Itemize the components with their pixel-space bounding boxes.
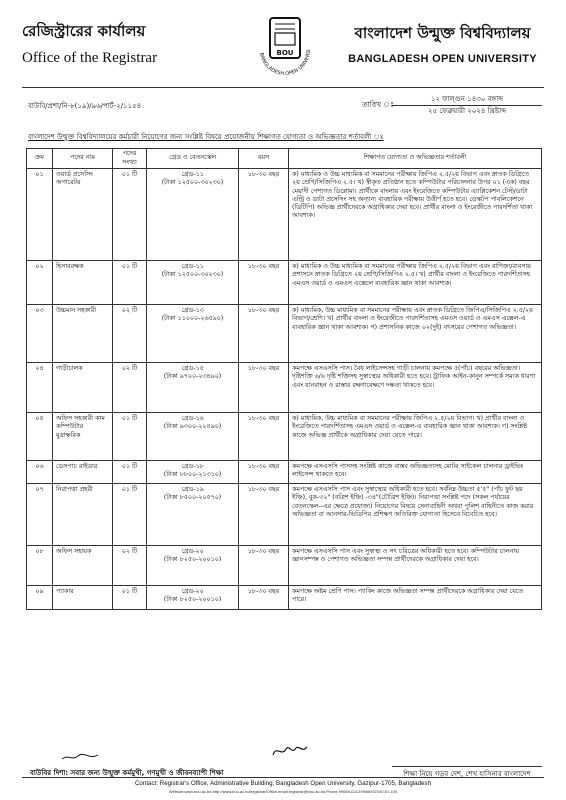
serial-cell: ০৯ xyxy=(27,586,53,610)
university-seal-logo xyxy=(250,12,320,82)
contact-web-email: Website:www.bou.ac.bd,http://www.bou.ac.bd/registrar/Office.email.registrar@bou.ac.bd,Phone 9966911112/9966937030,Ex.105 xyxy=(168,789,398,794)
requirements-cell: কমপক্ষে এসএসসি পাসসহ সংশ্লিষ্ট কাজে বাস্তব অভিজ্ঞতাসহ মোটর সাইকেল চালনার ড্রাইভিং লাইসেন্স থাকতে হবে। xyxy=(289,461,542,484)
age-cell: ১৮-৩০ বছর xyxy=(239,546,289,586)
subject-line: বাংলাদেশ উন্মুক্ত বিশ্ববিদ্যালয়ের কর্মচারী নিয়োগের জন্য সংশ্লিষ্ট বিষয়ে প্রয়োজনীয় শিক্ষাগত যোগ্যতা ও অভিজ্ঞতার শর্তাবলী ঃ xyxy=(28,133,384,141)
grade-label: গ্রেড-১৩ xyxy=(181,307,204,314)
header-grade-scale: গ্রেড ও বেতনস্কেল xyxy=(147,149,239,169)
grade-label: গ্রেড-২০ xyxy=(181,548,204,555)
grade-cell xyxy=(147,586,239,610)
post-name-cell: উচ্চমান সহকারী xyxy=(53,305,113,363)
date-block xyxy=(392,94,542,117)
requirements-cell: ক) মাধ্যমিক ও উচ্চ মাধ্যমিক বা সমমানের পরীক্ষায় জিপিএ ২.৫/২য় বিভাগ এবং স্নাতক ডিগ্রিতে ২য় শ্রেণি/সিজিপিএ ২.৫। খ) স্বীকৃত প্রতিষ্ঠান হতে কম্পিউটার পরিচালনার উপর ০১ (এক) বছর মেয়াদী পেশাগত ডিপ্লোমা। প্রার্থীকে বাংলায় এবং ইংরেজিতে কম্পিউটার এ্যাপ্লিকেশন টেস্ট/ডাটা এন্ট্রি ও ডাটা প্রসেসিং সহ অন্যান্য ব্যবহারিক পরীক্ষায় উত্তীর্ণ হতে হবে। ডেস্কটপ পাবলিকেশনে (ডিটিপি) অভিজ্ঞ প্রার্থীদেরকে অগ্রাধিকার দেয়া হবে। প্রার্থীর বাংলা ও ইংরেজীতে পারদর্শিতা থাকা আবশ্যক। xyxy=(289,169,542,261)
age-cell: ১৮-৩০ বছর xyxy=(239,413,289,461)
post-name-cell: ওয়ার্ড প্রসেসিং অপারেটর xyxy=(53,169,113,261)
grade-label: গ্রেড-২০ xyxy=(181,588,204,595)
pay-scale: (টাকা ৯৩০০-২২৪৯০) xyxy=(163,423,222,431)
grade-label: গ্রেড-১৯ xyxy=(181,486,204,493)
post-name-cell: প্যাকার xyxy=(53,586,113,610)
university-name-bangla: বাংলাদেশ উন্মুক্ত বিশ্ববিদ্যালয় xyxy=(354,24,531,42)
table-row xyxy=(27,484,542,546)
grade-label: গ্রেড-১১ xyxy=(181,263,204,270)
serial-cell: ০৪ xyxy=(27,363,53,413)
grade-cell xyxy=(147,363,239,413)
qualification-table xyxy=(26,148,542,610)
university-heading xyxy=(330,22,555,65)
post-name-cell: ডেসপাচ রাইডার xyxy=(53,461,113,484)
university-name-english: BANGLADESH OPEN UNIVERSITY xyxy=(348,53,537,65)
table-row xyxy=(27,261,542,305)
table-row xyxy=(27,461,542,484)
post-name-cell: অফিস সহকারী কাম কম্পিউটার মুদ্রাক্ষরিক xyxy=(53,413,113,461)
serial-cell: ০২ xyxy=(27,261,53,305)
post-name-cell: নিরাপত্তা প্রহরী xyxy=(53,484,113,546)
serial-cell: ০৩ xyxy=(27,305,53,363)
table-row xyxy=(27,363,542,413)
grade-cell xyxy=(147,413,239,461)
grade-label: গ্রেড-১৬ xyxy=(181,415,204,422)
registrar-signature xyxy=(270,743,310,759)
table-row xyxy=(27,546,542,586)
age-cell: ১৮-৩০ বছর xyxy=(239,169,289,261)
header-serial: ক্রম xyxy=(27,149,53,169)
contact-address: Contact: Registrar's Office, Administrative Building, Bangladesh Open University, Gazipur-1705, Bangladesh xyxy=(134,780,432,787)
post-name-cell: হিসাবরক্ষক xyxy=(53,261,113,305)
pay-scale: (টাকা ৮৮০০-২১৩১০) xyxy=(163,471,222,479)
header-post-count: পদের সংখ্যা xyxy=(113,149,147,169)
memo-number: বাউবি/প্রশা/নি-৮(১৯)/৯৬/পার্ট-২/১১৫৪ xyxy=(28,102,142,110)
post-name-cell: অফিস সহায়ক xyxy=(53,546,113,586)
requirements-cell: কমপক্ষে এসএসসি পাস। বৈধ লাইসেন্সসহ গাড়ী চালনায় কমপক্ষে ৫(পাঁচ) বছরের অভিজ্ঞতা। দৃষ্টিশক্তি ৬/৬ দৃষ্টি শক্তিসহ সুস্বাস্থ্যের অধিকারী হতে হবে। ট্রাফিক আইন-কানুন সম্পর্কে সম্যক ধারণা এবং যানবাহন ও রাস্তার রক্ষণাবেক্ষণে দক্ষতা থাকতে হবে। xyxy=(289,363,542,413)
table-row xyxy=(27,586,542,610)
footer-slogan-right: শিক্ষা নিয়ে গড়ব দেশ, শেখ হাসিনার বাংলাদেশ xyxy=(392,766,542,780)
post-count-cell: ০২ টি xyxy=(113,305,147,363)
table-row xyxy=(27,169,542,261)
post-count-cell: ০১ টি xyxy=(113,461,147,484)
grade-cell xyxy=(147,546,239,586)
grade-cell xyxy=(147,484,239,546)
header-post-name: পদের নাম xyxy=(53,149,113,169)
table-row xyxy=(27,413,542,461)
serial-cell: ০১ xyxy=(27,169,53,261)
requirements-cell: ক) মাধ্যমিক, উচ্চ মাধ্যমিক বা সমমানের পরীক্ষায় এবং স্নাতক ডিগ্রিতে জিপিএ/সিজিপিএ ২.৫/২য় বিভাগ/শ্রেণি। খ) প্রার্থীর বাংলা ও ইংরেজীতে পারদর্শিতাসহ এমএস ওয়ার্ড ও এমএস এক্সেল-এ ব্যবহারিক জ্ঞান থাকা আবশ্যক। গ) প্রশাসনিক কাজে ০২(দুই) বৎসরের পেশাগত অভিজ্ঞতা। xyxy=(289,305,542,363)
requirements-cell: ক) মাধ্যমিক, উচ্চ মাধ্যমিক বা সমমানের পরীক্ষায় জিপিএ ২.৫/২য় বিভাগ। খ) প্রার্থীর বাংলা ও ইংরেজিতে পারদর্শিতাসহ এমএস ওয়ার্ড ও এক্সেল-এ ব্যবহারিক জ্ঞান থাকা আবশ্যক। গ) সংশ্লিষ্ট কাজে অভিজ্ঞ প্রার্থীকে অগ্রাধিকার দেয়া যেতে পারে। xyxy=(289,413,542,461)
post-count-cell: ০১ টি xyxy=(113,484,147,546)
pay-scale: (টাকা ১১০০০-২৬৫৯০) xyxy=(161,315,224,323)
pay-scale: (টাকা ৯৭০০-২৩৪৯০) xyxy=(163,373,222,381)
footer-divider xyxy=(22,777,544,778)
post-count-cell: ০২ টি xyxy=(113,363,147,413)
grade-cell xyxy=(147,169,239,261)
requirements-cell: কমপক্ষে অষ্টম শ্রেণি পাস। প্যাকিং কাজে অভিজ্ঞতা সম্পন্ন প্রার্থীদেরকে অগ্রাধিকার দেয়া যেতে পারে। xyxy=(289,586,542,610)
post-count-cell: ০১ টি xyxy=(113,261,147,305)
svg-text:BOU: BOU xyxy=(276,49,294,57)
grade-cell xyxy=(147,461,239,484)
header-age: বয়স xyxy=(239,149,289,169)
office-heading xyxy=(22,20,232,67)
post-count-cell: ০২ টি xyxy=(113,546,147,586)
table-row xyxy=(27,305,542,363)
pay-scale: (টাকা ১২৫০০-৩০২৩০) xyxy=(161,271,224,279)
age-cell: ১৮-৩০ বছর xyxy=(239,261,289,305)
date-bangla: ১২ ফাল্গুন ১৪৩০ বঙ্গাব্দ xyxy=(392,94,542,106)
date-english: ২৫ ফেব্রুয়ারী ২০২৪ খ্রিষ্টাব্দ xyxy=(427,107,507,115)
requirements-cell: ক) মাধ্যমিক ও উচ্চ মাধ্যমিক বা সমমানের পরীক্ষায় জিপিএ ২.৫/২য় বিভাগ এবং বাণিজ্য/ব্যবসায় প্রশাসনে স্নাতক ডিগ্রিতে ২য় শ্রেণি/সিজিপিএ ২.৫। খ) প্রার্থীর বাংলা ও ইংরেজিতে পারদর্শিতাসহ এমএস ওয়ার্ড ও এমএস এক্সেলে ব্যবহারিক জ্ঞান থাকা আবশ্যক। xyxy=(289,261,542,305)
footer-slogan-left: বাউবির দিশা: সবার জন্য উন্মুক্ত কর্মমুখী, গণমুখী ও জীবনব্যাপী শিক্ষা xyxy=(30,769,224,777)
requirements-cell: কমপক্ষে এসএসসি পাস এবং সুস্বাস্থ্য ও সৎ চরিত্রের অধিকারী হতে হবে। কম্পিউটার চালনায় জ্ঞানসম্পন্ন ও পেশাগত অভিজ্ঞতা সম্পন্ন প্রার্থীদেরকে অগ্রাধিকার দেয়া হবে। xyxy=(289,546,542,586)
grade-label: গ্রেড-১৫ xyxy=(181,365,204,372)
pay-scale: (টাকা ৮২৫০-২০০১০) xyxy=(163,596,222,604)
date-label: তারিখ ঃ xyxy=(362,100,395,109)
grade-cell xyxy=(147,305,239,363)
pay-scale: (টাকা ১২৫০০-৩০২৩০) xyxy=(161,179,224,187)
age-cell: ১৮-৩০ বছর xyxy=(239,461,289,484)
grade-cell xyxy=(147,261,239,305)
grade-label: গ্রেড-১৮ xyxy=(181,463,204,470)
post-count-cell: ০১ টি xyxy=(113,169,147,261)
table-header-row xyxy=(27,149,542,169)
header-divider xyxy=(22,87,544,88)
initial-mark xyxy=(60,752,100,762)
office-name-english: Office of the Registrar xyxy=(22,50,158,66)
post-name-cell: গাড়ীচালক xyxy=(53,363,113,413)
pay-scale: (টাকা ৮২৫০-২০০১০) xyxy=(163,556,222,564)
age-cell: ১৮-৩০ বছর xyxy=(239,363,289,413)
serial-cell: ০৮ xyxy=(27,546,53,586)
post-count-cell: ০১ টি xyxy=(113,413,147,461)
office-name-bangla: রেজিস্ট্রারের কার্যালয় xyxy=(22,22,146,40)
serial-cell: ০৫ xyxy=(27,413,53,461)
age-cell: ১৮-৩০ বছর xyxy=(239,305,289,363)
svg-text:BANGLADESH OPEN UNIVERSITY: BANGLADESH OPEN UNIVERSI xyxy=(258,49,313,78)
serial-cell: ০৬ xyxy=(27,461,53,484)
grade-label: গ্রেড-১১ xyxy=(181,171,204,178)
age-cell: ১৮-৩০ বছর xyxy=(239,484,289,546)
post-count-cell: ০১ টি xyxy=(113,586,147,610)
pay-scale: (টাকা ৮৫০০-২০৫৭০) xyxy=(163,494,222,502)
header-requirements: শিক্ষাগত যোগ্যতা ও অভিজ্ঞতার শর্তাবলী xyxy=(289,149,542,169)
age-cell: ১৮-৩০ বছর xyxy=(239,586,289,610)
requirements-cell: কমপক্ষে এসএসসি পাস এবং সুস্বাস্থ্যের অধিকারী হতে হবে। সর্বনিম্ন উচ্চতা ৫'৫" (পাঁচ ফুট ছয় ইঞ্চি), বুক-৩২" (বত্রিশ ইঞ্চি) -৩৪"(চৌত্রিশ ইঞ্চি)। নিরাপত্তা সংশ্লিষ্ট পদে (সকল পর্যায়ের বেতনস্কেল--এর ক্ষেত্রে প্রযোজ্য) নিয়োগের বিষয়ে সেনাবাহিনী অথবা পুলিশ বাহিনীতে কাজ করার অভিজ্ঞতা বা আনসার-ভিডিপির প্রশিক্ষণ অতিরিক্ত যোগ্যতা হিসেবে বিবেচিত হবে। xyxy=(289,484,542,546)
serial-cell: ০৭ xyxy=(27,484,53,546)
